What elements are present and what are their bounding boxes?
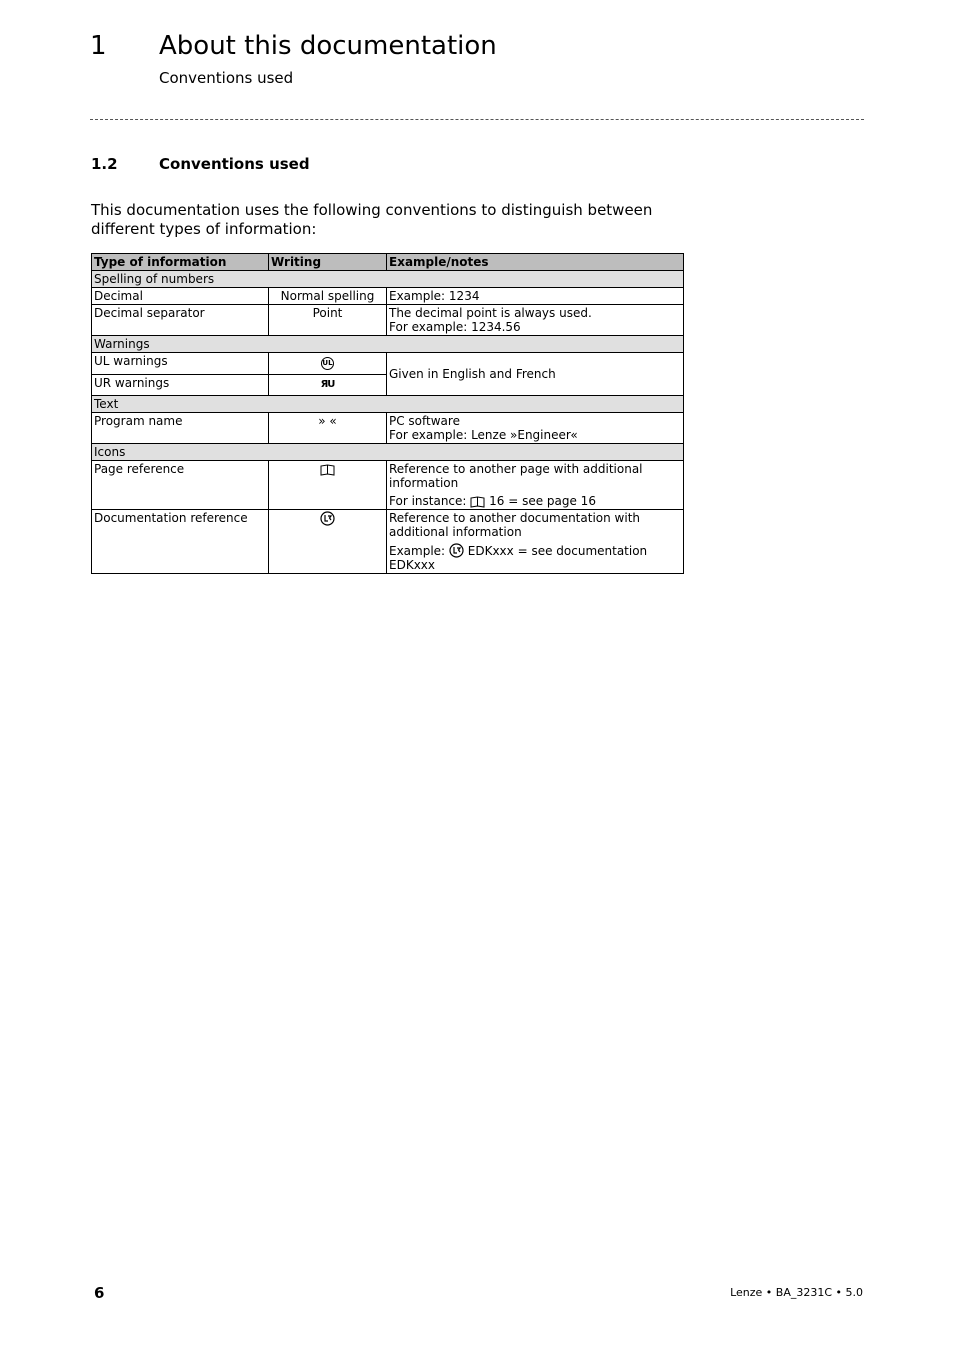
chapter-number: 1: [90, 31, 107, 61]
cell-type: Decimal: [92, 288, 269, 305]
header-type: Type of information: [92, 254, 269, 271]
cell-writing: Normal spelling: [269, 288, 387, 305]
conventions-table: [91, 253, 684, 574]
note-line: The decimal point is always used.: [389, 306, 592, 320]
book-icon: [470, 496, 485, 508]
note-line: For example: Lenze »Engineer«: [389, 428, 578, 442]
cell-writing: » «: [269, 413, 387, 444]
cell-note: [387, 413, 684, 444]
cell-type: Page reference: [92, 461, 269, 510]
table-header-row: [92, 254, 684, 271]
chapter-subtitle: Conventions used: [159, 69, 294, 87]
note-line: Reference to another page with additional information: [389, 462, 643, 490]
footer-reference: Lenze • BA_3231C • 5.0: [730, 1286, 863, 1299]
cell-type: Program name: [92, 413, 269, 444]
intro-paragraph: This documentation uses the following conventions to distinguish between different types of information:: [91, 201, 653, 238]
group-row-warnings: [92, 336, 684, 353]
header-example: Example/notes: [387, 254, 684, 271]
table-row: [92, 353, 684, 375]
section-number: 1.2: [91, 155, 118, 173]
note-prefix: For instance:: [389, 494, 467, 508]
note-line: PC software: [389, 414, 460, 428]
cell-writing: [269, 375, 387, 396]
cell-writing: [269, 461, 387, 510]
cell-note: [387, 305, 684, 336]
table-row: [92, 413, 684, 444]
note-suffix: EDKxxx = see documentation EDKxxx: [389, 544, 648, 572]
book-icon: [320, 464, 335, 476]
cell-type: UL warnings: [92, 353, 269, 375]
cell-writing: Point: [269, 305, 387, 336]
table-row: [92, 461, 684, 510]
group-row-text: [92, 396, 684, 413]
cell-type: Documentation reference: [92, 510, 269, 574]
table-row: [92, 305, 684, 336]
header-writing: Writing: [269, 254, 387, 271]
cell-note: Example: 1234: [387, 288, 684, 305]
note-line: [389, 543, 681, 572]
group-label: Spelling of numbers: [92, 271, 684, 288]
ur-mark-icon: ЯU: [320, 379, 335, 390]
cell-writing: [269, 353, 387, 375]
note-line: Reference to another documentation with additional information: [389, 511, 641, 539]
group-label: Text: [92, 396, 684, 413]
page-number: 6: [94, 1284, 105, 1302]
table-row: [92, 288, 684, 305]
doc-reference-icon: [320, 511, 335, 526]
chapter-title: About this documentation: [159, 31, 497, 61]
note-line: [389, 494, 681, 508]
ul-mark-icon: UL: [321, 357, 334, 370]
doc-reference-icon: [449, 543, 464, 558]
cell-type: Decimal separator: [92, 305, 269, 336]
note-prefix: Example:: [389, 544, 446, 558]
note-line: For example: 1234.56: [389, 320, 521, 334]
cell-note: [387, 510, 684, 574]
table-row: [92, 510, 684, 574]
note-suffix: 16 = see page 16: [489, 494, 596, 508]
cell-note: Given in English and French: [387, 353, 684, 396]
group-row-numbers: [92, 271, 684, 288]
group-label: Warnings: [92, 336, 684, 353]
group-row-icons: [92, 444, 684, 461]
cell-type: UR warnings: [92, 375, 269, 396]
header-divider: [90, 119, 864, 120]
group-label: Icons: [92, 444, 684, 461]
cell-writing: [269, 510, 387, 574]
section-title: Conventions used: [159, 155, 310, 173]
cell-note: [387, 461, 684, 510]
